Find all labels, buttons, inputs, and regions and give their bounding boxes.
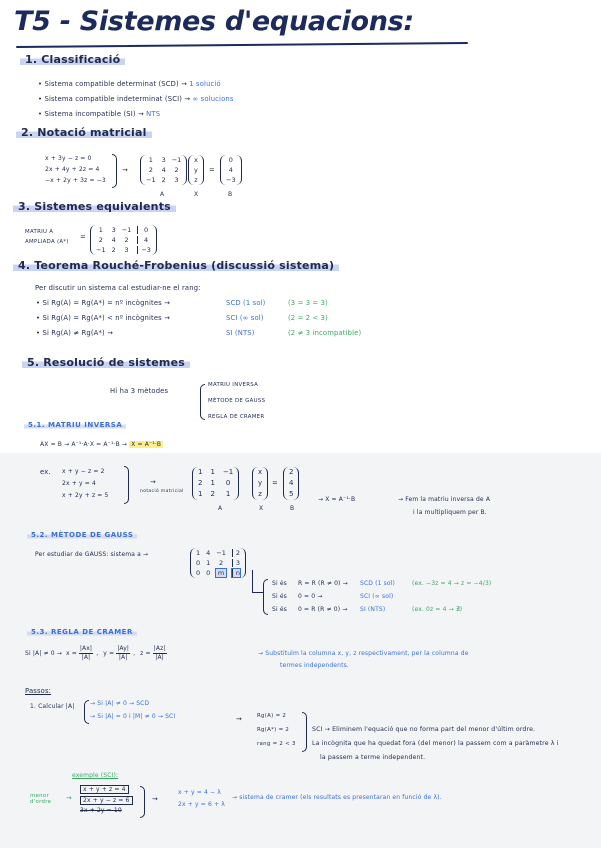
gauss-connector bbox=[252, 570, 263, 593]
matrix-cell: y bbox=[258, 479, 263, 487]
section-4-heading: 4. Teorema Rouché-Frobenius (discussió sistema) bbox=[13, 259, 339, 272]
gauss-case-pre: Si és bbox=[272, 580, 287, 587]
matrix-cell: 3 bbox=[111, 226, 116, 234]
method-item: REGLA DE CRAMER bbox=[208, 414, 265, 420]
matrix-cell: −1 bbox=[171, 156, 182, 164]
gauss-bracket bbox=[263, 579, 268, 615]
subsection-5-2-heading: 5.2. MÈTODE DE GAUSS bbox=[27, 531, 137, 539]
equations-brace bbox=[112, 154, 117, 188]
sci-explanation: SCI → Eliminem l'equació que no forma part del menor d'últim ordre. bbox=[312, 726, 536, 733]
classification-item bbox=[38, 110, 160, 118]
rouche-cond-text: Si Rg(A) = Rg(A*) = nº incògnites → bbox=[42, 299, 171, 307]
rank-line: rang = 2 < 3 bbox=[257, 741, 296, 747]
rouche-result: SI (NTS) bbox=[226, 329, 255, 337]
rouche-result: SCD (1 sol) bbox=[226, 299, 266, 307]
rouche-cond-text: Si Rg(A) ≠ Rg(A*) → bbox=[42, 329, 113, 337]
inverse-solution: → X = A⁻¹·B bbox=[318, 496, 356, 503]
arrow-icon: → bbox=[150, 478, 156, 486]
cramer-fraction bbox=[153, 645, 167, 662]
bullet: • bbox=[38, 80, 43, 88]
inverse-steps: AX = B → A⁻¹·A·X = A⁻¹·B → bbox=[40, 441, 128, 448]
vector-b bbox=[220, 155, 242, 185]
classification-result: ∞ solucions bbox=[192, 95, 234, 103]
title-underline bbox=[16, 42, 468, 48]
inverse-explanation: → Fem la matriu inversa de A bbox=[398, 496, 491, 503]
methods-intro: Hi ha 3 mètodes bbox=[110, 387, 169, 395]
bullet: • bbox=[38, 95, 43, 103]
example-brace bbox=[140, 786, 145, 818]
cramer-formula bbox=[25, 645, 169, 662]
matrix-cell: x bbox=[194, 156, 198, 164]
matrix-cell: 1 bbox=[98, 226, 103, 234]
label-a: A bbox=[218, 505, 223, 512]
equation: x + y − z = 2 bbox=[62, 468, 105, 475]
fraction-denominator: |A| bbox=[118, 654, 128, 661]
rank-bracket bbox=[302, 712, 307, 752]
cramer-var: z = bbox=[140, 649, 151, 657]
gauss-case bbox=[272, 593, 412, 600]
section-1-heading: 1. Classificació bbox=[20, 53, 125, 66]
parametric-equation: x + y = 4 − λ bbox=[178, 789, 221, 796]
matrix-cell: 1 bbox=[225, 490, 231, 498]
gauss-case-example: (ex. 0z = 4 → ∄) bbox=[412, 606, 463, 613]
rouche-intro: Per discutir un sistema cal estudiar-ne el rang: bbox=[35, 284, 201, 292]
matrix-cell: 2 bbox=[98, 236, 103, 244]
section-5-heading: 5. Resolució de sistemes bbox=[22, 356, 190, 369]
augmented-cell: −3 bbox=[137, 246, 151, 254]
gauss-case bbox=[272, 580, 491, 587]
matrix-cell: 1 bbox=[206, 559, 211, 567]
gauss-case-cond: 0 = R (R ≠ 0) → bbox=[298, 606, 348, 613]
bullet: • bbox=[38, 110, 43, 118]
label-b: B bbox=[290, 505, 295, 512]
fraction-numerator: |Az| bbox=[153, 645, 166, 652]
gauss-case-pre: Si és bbox=[272, 593, 287, 600]
cramer-fraction bbox=[79, 645, 93, 662]
vector-x bbox=[252, 467, 268, 500]
bullet: • bbox=[36, 329, 41, 337]
example-label: ex. bbox=[40, 468, 51, 476]
augmented-cell: 2 bbox=[232, 549, 240, 557]
notation-label: notació matricial bbox=[140, 489, 184, 494]
matrix-cell: −1 bbox=[121, 226, 132, 234]
matrix-cell: 1 bbox=[210, 468, 215, 476]
matrix-cell: −1 bbox=[96, 246, 106, 254]
rouche-condition bbox=[36, 299, 226, 307]
matrix-cell: z bbox=[258, 490, 262, 498]
augmented-label: AMPLIADA (A*) bbox=[25, 239, 69, 245]
boxed-equation: x + y + z = 4 bbox=[80, 785, 129, 794]
steps-heading: Passos: bbox=[25, 687, 52, 695]
equation: 2x + 4y + 2z = 4 bbox=[45, 166, 100, 173]
rouche-condition bbox=[36, 314, 226, 322]
matrix-cell: 0 bbox=[196, 559, 201, 567]
arrow-icon: → bbox=[236, 715, 242, 723]
equals-sign: = bbox=[272, 479, 278, 487]
classification-text: Sistema compatible indeterminat (SCI) → bbox=[44, 95, 191, 103]
step-bracket bbox=[84, 700, 89, 724]
rouche-result: SCI (∞ sol) bbox=[226, 314, 264, 322]
matrix-cell: 4 bbox=[161, 166, 166, 174]
rouche-example: (2 ≠ 3 incompatible) bbox=[288, 329, 362, 337]
parametric-equation: 2x + y = 6 + λ bbox=[178, 801, 225, 808]
gauss-case-pre: Si és bbox=[272, 606, 287, 613]
sci-explanation: La incògnita que ha quedat fora (del menor) la passem com a paràmetre λ i bbox=[312, 740, 559, 747]
matrix-cell: y bbox=[194, 166, 198, 174]
arrow-icon: → bbox=[66, 794, 72, 802]
methods-bracket bbox=[200, 384, 205, 420]
rouche-item bbox=[36, 314, 328, 322]
inverse-formula bbox=[40, 441, 163, 448]
section-2-heading: 2. Notació matricial bbox=[16, 126, 152, 139]
matrix-cell: 2 bbox=[219, 559, 224, 567]
sci-explanation: la passem a terme independent. bbox=[320, 754, 426, 761]
matrix-cell: 2 bbox=[148, 166, 153, 174]
classification-item bbox=[38, 95, 234, 103]
matrix-cell: 3 bbox=[124, 246, 129, 254]
matrix-cell: 1 bbox=[198, 490, 203, 498]
fraction-numerator: |Ax| bbox=[79, 645, 93, 652]
matrix-label: MATRIU A bbox=[25, 229, 54, 235]
matrix-cell: 2 bbox=[161, 176, 166, 184]
vector-x bbox=[188, 155, 204, 185]
classification-text: Sistema compatible determinat (SCD) → bbox=[44, 80, 187, 88]
cramer-note: termes independents. bbox=[280, 662, 349, 669]
section-3-heading: 3. Sistemes equivalents bbox=[13, 200, 176, 213]
matrix-cell: 0 bbox=[228, 156, 233, 164]
gauss-case bbox=[272, 606, 462, 613]
matrix-cell: 3 bbox=[174, 176, 179, 184]
matrix-a bbox=[192, 467, 239, 500]
matrix-cell: 1 bbox=[198, 468, 203, 476]
classification-result: NTS bbox=[146, 110, 161, 118]
gauss-case-example: (ex. −3z = 4 → z = −4/3) bbox=[412, 580, 492, 587]
matrix-cell: 1 bbox=[148, 156, 153, 164]
fraction-numerator: |Ay| bbox=[117, 645, 130, 652]
inverse-result: X = A⁻¹·B bbox=[131, 441, 162, 448]
matrix-cell: −1 bbox=[146, 176, 156, 184]
matrix-cell: 2 bbox=[198, 479, 203, 487]
separator: , bbox=[96, 649, 99, 657]
equals-sign: = bbox=[209, 166, 215, 174]
subsection-5-1-heading: 5.1. MATRIU INVERSA bbox=[24, 421, 126, 429]
boxed-equation: 2x + y − z = 6 bbox=[80, 796, 133, 805]
rouche-example: (2 = 2 < 3) bbox=[288, 314, 328, 322]
matrix-cell: z bbox=[194, 176, 198, 184]
matrix-cell: 4 bbox=[111, 236, 116, 244]
label-b: B bbox=[228, 191, 233, 198]
matrix-cell: 2 bbox=[289, 468, 294, 476]
method-item: MATRIU INVERSA bbox=[208, 382, 259, 388]
example-note: → sistema de cramer (els resultats es presentaran en funció de λ). bbox=[232, 794, 442, 801]
label-x: X bbox=[194, 191, 199, 198]
classification-text: Sistema incompatible (SI) → bbox=[44, 110, 144, 118]
equation: −x + 2y + 3z = −3 bbox=[45, 177, 106, 184]
gauss-matrix bbox=[190, 548, 246, 578]
matrix-cell: 3 bbox=[161, 156, 166, 164]
equation: x + 3y − z = 0 bbox=[45, 155, 92, 162]
subsection-5-3-heading: 5.3. REGLA DE CRAMER bbox=[27, 628, 137, 636]
matrix-a bbox=[140, 155, 187, 185]
example-sci-label: exemple (SCI): bbox=[72, 772, 119, 779]
rank-line: Rg(A) = 2 bbox=[257, 713, 287, 719]
cramer-var: x = bbox=[65, 649, 77, 657]
struck-equation: 3x + 2y = 10 bbox=[80, 807, 122, 815]
equals-sign: = bbox=[80, 233, 86, 241]
augmented-matrix bbox=[90, 225, 157, 255]
matrix-cell: 2 bbox=[124, 236, 129, 244]
fraction-denominator: |A| bbox=[81, 654, 91, 661]
arrow-icon: → bbox=[152, 795, 158, 803]
classification-item bbox=[38, 80, 221, 88]
matrix-cell: −1 bbox=[216, 549, 226, 557]
matrix-cell: x bbox=[258, 468, 263, 476]
matrix-cell: 4 bbox=[289, 479, 294, 487]
bullet: • bbox=[36, 314, 41, 322]
cramer-var: y = bbox=[103, 649, 115, 657]
augmented-cell: 0 bbox=[137, 226, 151, 234]
augmented-cell: n bbox=[232, 569, 240, 577]
matrix-cell: 0 bbox=[225, 479, 231, 487]
gauss-intro: Per estudiar de GAUSS: sistema a → bbox=[35, 551, 149, 558]
gauss-case-result: SI (NTS) bbox=[360, 606, 386, 613]
step-case: → Si |A| ≠ 0 → SCD bbox=[90, 700, 150, 707]
vector-b bbox=[283, 467, 299, 500]
minor-label: menor d'ordre bbox=[30, 793, 52, 806]
equation: 2x + y = 4 bbox=[62, 480, 96, 487]
matrix-cell: 0 bbox=[206, 569, 211, 577]
cramer-note: → Substituïm la columna x, y, z respectivament, per la columna de bbox=[258, 650, 469, 657]
label-x: X bbox=[259, 505, 264, 512]
cramer-condition: Si |A| ≠ 0 → bbox=[25, 649, 62, 657]
matrix-cell: −1 bbox=[222, 468, 234, 476]
label-a: A bbox=[160, 191, 165, 198]
step-1: 1. Calcular |A| bbox=[30, 703, 75, 710]
matrix-cell: −3 bbox=[226, 176, 236, 184]
augmented-cell: 3 bbox=[232, 559, 240, 567]
gauss-case-result: SCD (1 sol) bbox=[360, 580, 396, 587]
rouche-example: (3 = 3 = 3) bbox=[288, 299, 328, 307]
matrix-cell: 2 bbox=[210, 490, 215, 498]
step-case: → Si |A| = 0 i |M| ≠ 0 → SCI bbox=[90, 713, 176, 720]
rouche-cond-text: Si Rg(A) = Rg(A*) < nº incògnites → bbox=[42, 314, 171, 322]
equation: x + 2y + z = 5 bbox=[62, 492, 109, 499]
classification-result: 1 solució bbox=[189, 80, 221, 88]
inverse-explanation: i la multipliquem per B. bbox=[413, 509, 487, 516]
gauss-case-cond: 0 = 0 → bbox=[298, 593, 323, 600]
arrow-icon: → bbox=[122, 166, 128, 174]
matrix-cell: 5 bbox=[289, 490, 294, 498]
matrix-cell: m bbox=[217, 569, 225, 577]
rouche-item bbox=[36, 299, 328, 307]
matrix-cell: 2 bbox=[111, 246, 116, 254]
bullet: • bbox=[36, 299, 41, 307]
matrix-cell: 0 bbox=[196, 569, 201, 577]
gauss-case-cond: R = R (R ≠ 0) → bbox=[298, 580, 348, 587]
method-item: MÈTODE DE GAUSS bbox=[208, 398, 266, 404]
fraction-denominator: |A| bbox=[155, 654, 164, 661]
page-title: T5 - Sistemes d'equacions: bbox=[14, 6, 414, 37]
matrix-cell: 1 bbox=[210, 479, 215, 487]
matrix-cell: 4 bbox=[228, 166, 233, 174]
cramer-fraction bbox=[116, 645, 130, 662]
separator: , bbox=[133, 649, 136, 657]
augmented-cell: 4 bbox=[137, 236, 151, 244]
rouche-condition bbox=[36, 329, 226, 337]
rank-line: Rg(A*) = 2 bbox=[257, 727, 290, 733]
equations-brace bbox=[124, 466, 129, 504]
rouche-item bbox=[36, 329, 361, 337]
example-equations bbox=[80, 785, 133, 815]
gauss-case-result: SCI (∞ sol) bbox=[360, 593, 394, 600]
matrix-cell: 2 bbox=[174, 166, 179, 174]
matrix-cell: 4 bbox=[206, 549, 211, 557]
matrix-cell: 1 bbox=[196, 549, 201, 557]
